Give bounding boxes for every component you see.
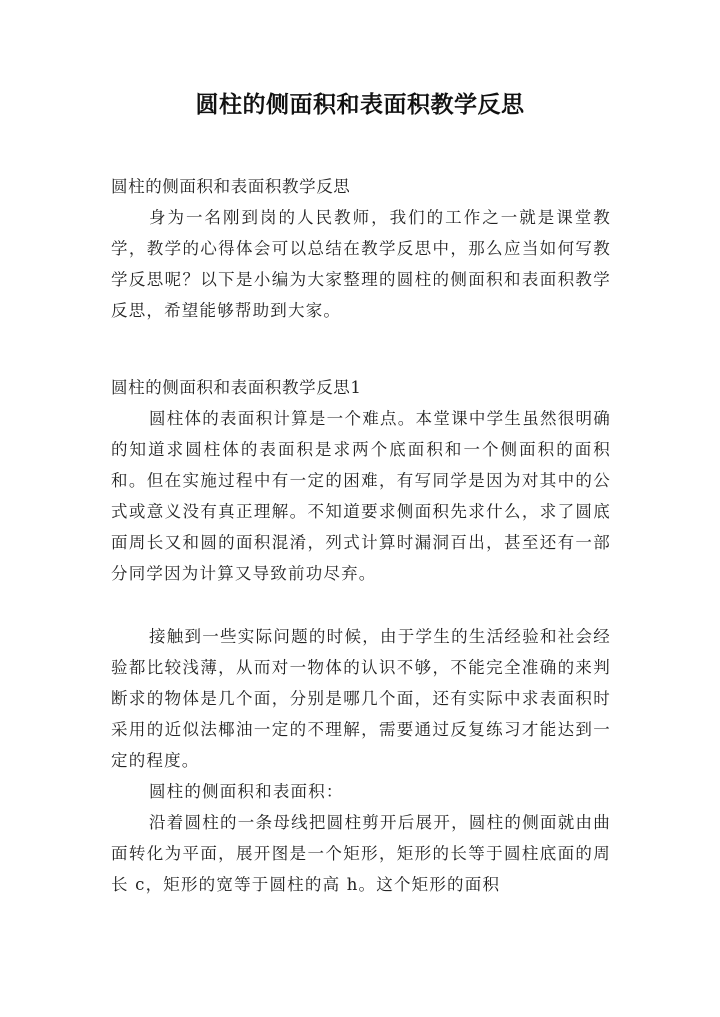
section1-paragraph-1: 圆柱体的表面积计算是一个难点。本堂课中学生虽然很明确的知道求圆柱体的表面积是求两个底面积和一个侧面积的面积和。但在实施过程中有一定的困难，有写同学是因为对其中的公式或意义没有真正理解。不知道要求侧面积先求什么，求了圆底面周长又和圆的面积混淆，列式计算时漏洞百出，甚至还有一部分同学因为计算又导致前功尽弃。: [111, 409, 611, 583]
section1-paragraph-2: 接触到一些实际问题的时候，由于学生的生活经验和社会经验都比较浅薄，从而对一物体的认识不够，不能完全准确的来判断求的物体是几个面，分别是哪几个面，还有实际中求表面积时采用的近似法椰油一定的不理解，需要通过反复练习才能达到一定的程度。: [111, 627, 611, 770]
intro-heading: 圆柱的侧面积和表面积教学反思: [111, 177, 351, 196]
intro-paragraph: 身为一名刚到岗的人民教师，我们的工作之一就是课堂教学，教学的心得体会可以总结在教学反思中，那么应当如何写教学反思呢？以下是小编为大家整理的圆柱的侧面积和表面积教学反思，希望能够帮助到大家。: [111, 208, 611, 320]
section1-heading: 圆柱的侧面积和表面积教学反思1: [111, 378, 362, 397]
section1-subheading: 圆柱的侧面积和表面积：: [148, 782, 344, 801]
document-title: 圆柱的侧面积和表面积教学反思: [195, 91, 525, 118]
section1-paragraph-3: 沿着圆柱的一条母线把圆柱剪开后展开，圆柱的侧面就由曲面转化为平面，展开图是一个矩形，矩形的长等于圆柱底面的周长 c，矩形的宽等于圆柱的高 h。这个矩形的面积: [111, 813, 611, 894]
